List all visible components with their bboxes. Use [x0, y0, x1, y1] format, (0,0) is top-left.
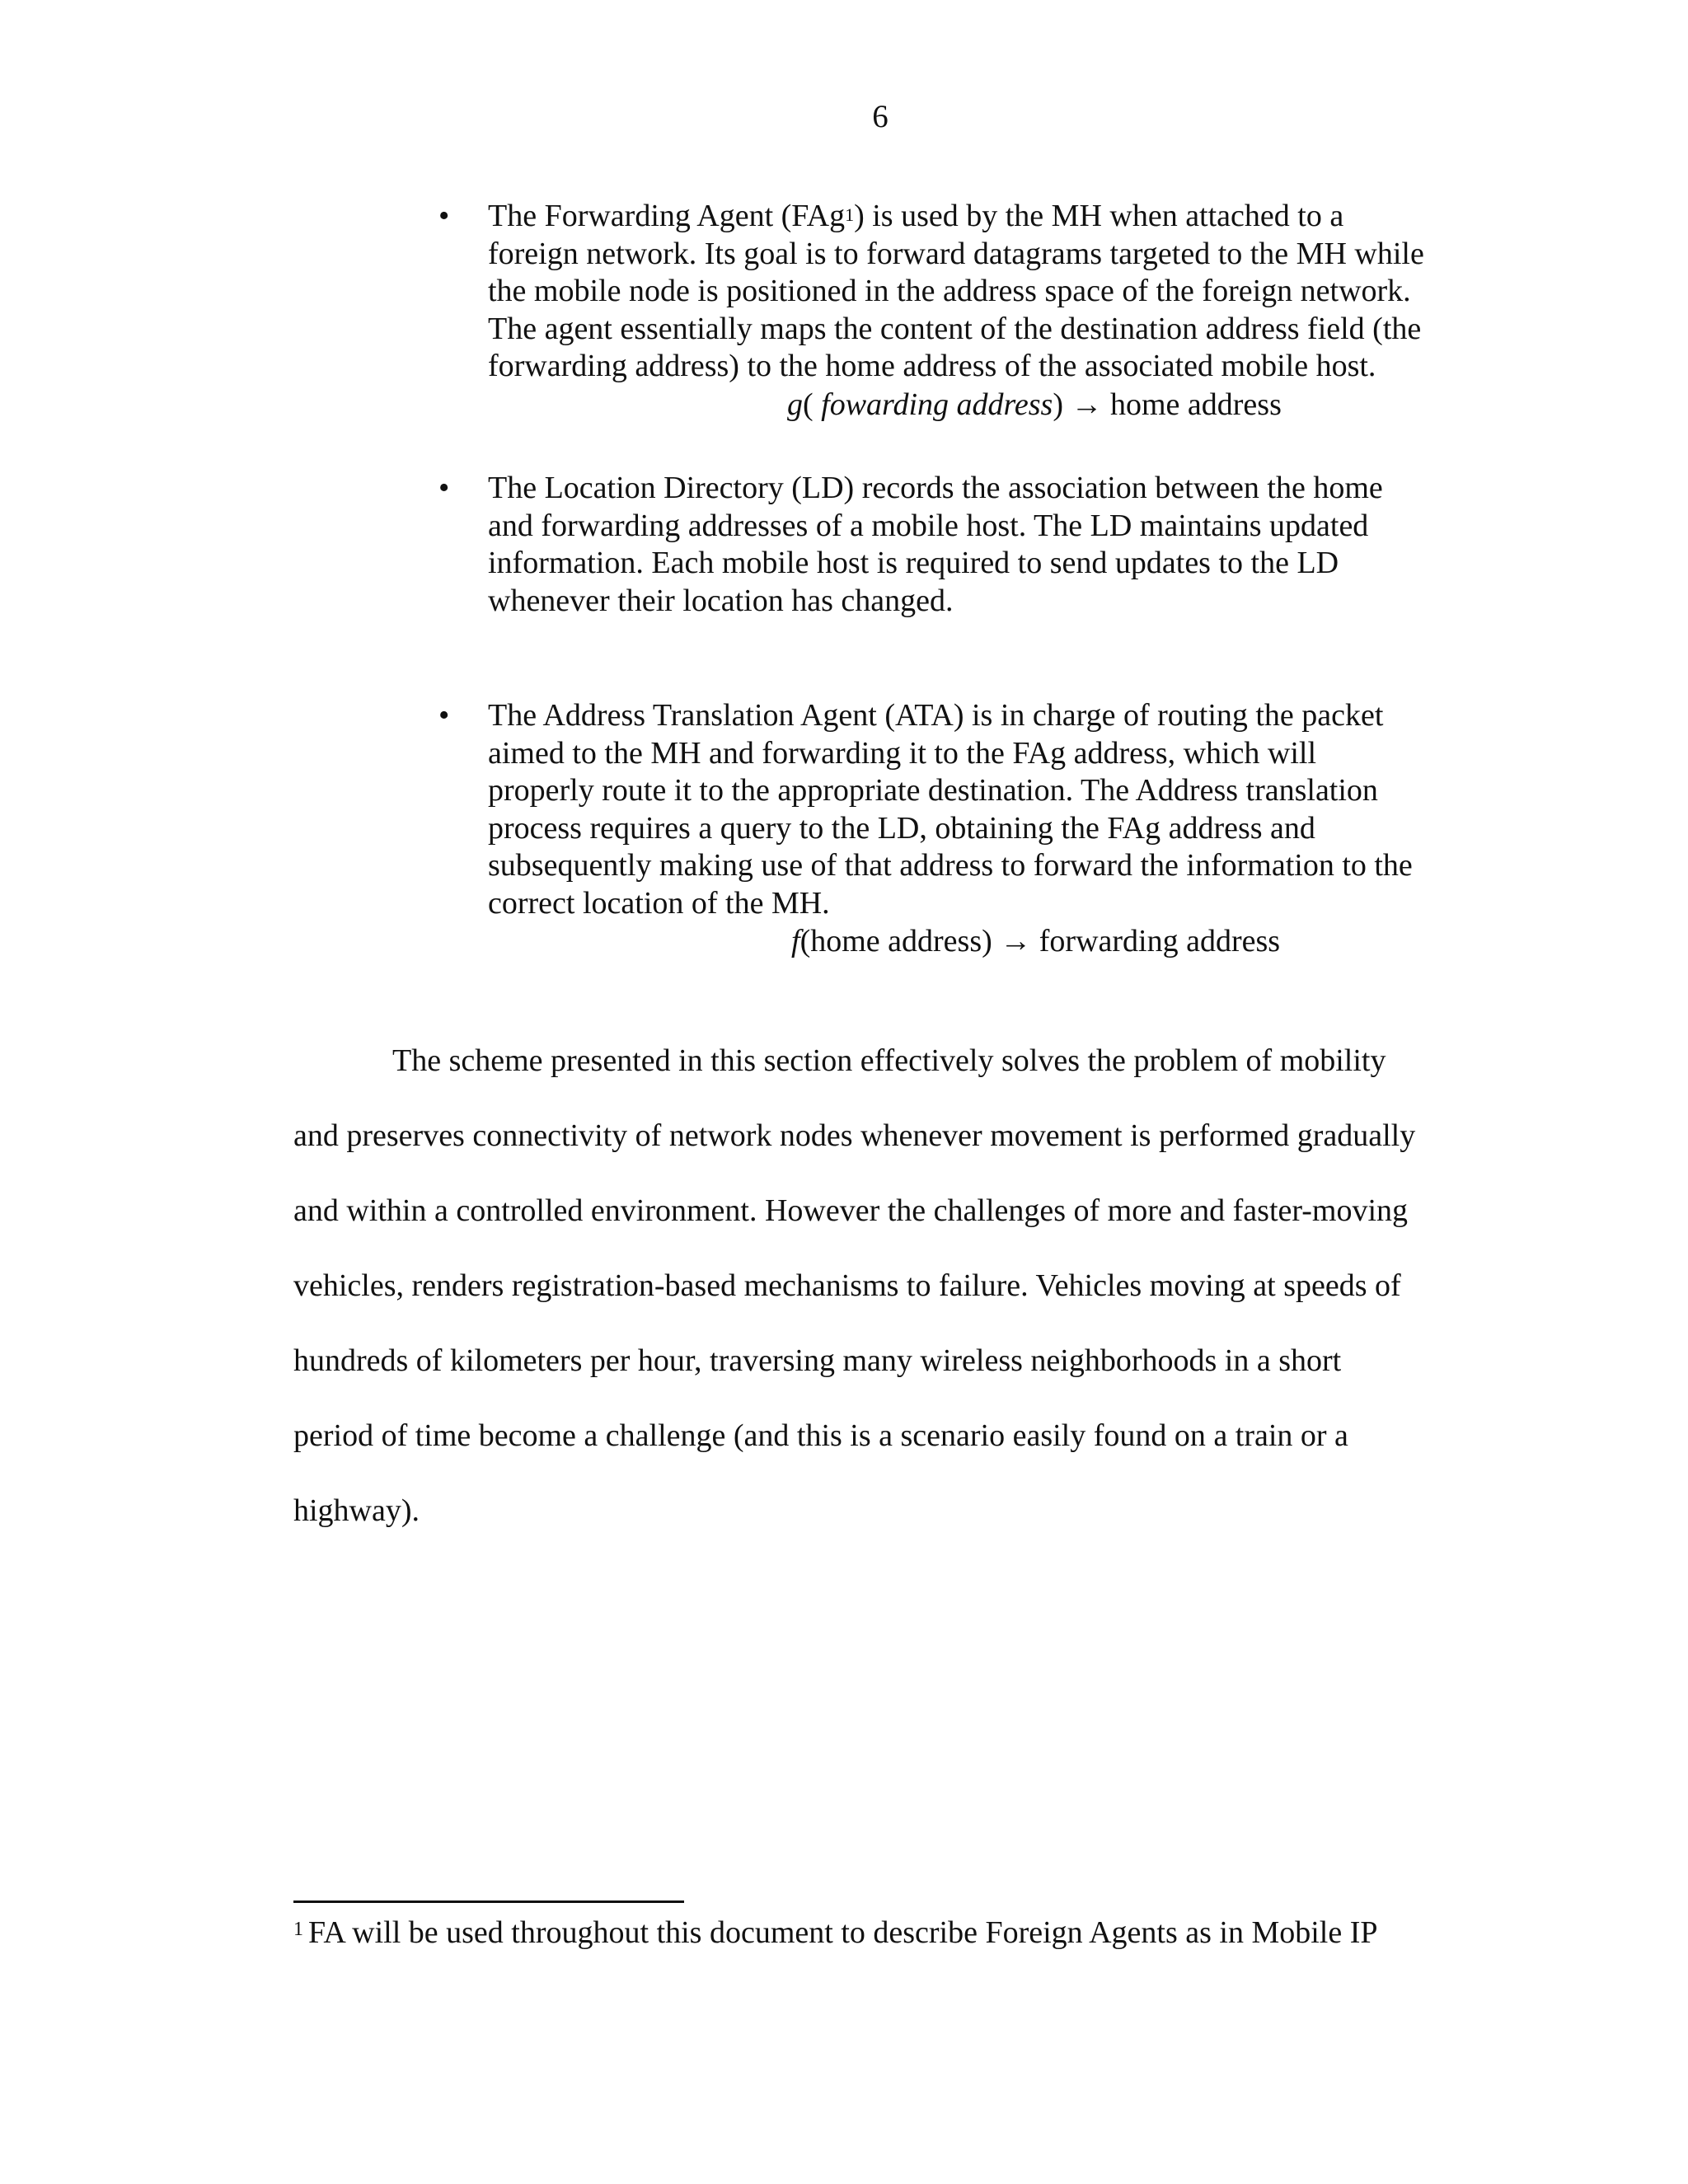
paragraph-line: period of time become a challenge (and this is a scenario easily found on a train or a	[293, 1418, 1348, 1453]
footnote	[293, 1914, 1378, 1952]
bullet-marker: •	[438, 698, 450, 733]
footnote-reference[interactable]: 1	[845, 204, 855, 225]
formula-g: g( fowarding address) → home address	[787, 387, 1282, 422]
paragraph-line: highway).	[293, 1493, 420, 1528]
arrow-symbol: →	[1071, 387, 1103, 422]
bullet-line: correct location of the MH.	[488, 885, 830, 921]
bullet-line: The Location Directory (LD) records the association between the home	[488, 471, 1383, 505]
page-number: 6	[872, 99, 889, 134]
footnote-text: FA will be used throughout this document to describe Foreign Agents as in Mobile IP	[308, 1915, 1378, 1950]
paragraph-line: vehicles, renders registration-based mechanisms to failure. Vehicles moving at speeds of	[293, 1268, 1401, 1303]
bullet-line: foreign network. Its goal is to forward datagrams targeted to the MH while	[488, 236, 1424, 271]
paragraph-line: hundreds of kilometers per hour, traversing many wireless neighborhoods in a short	[293, 1343, 1342, 1378]
bullet-location-directory	[488, 470, 1518, 620]
bullet-line: The Address Translation Agent (ATA) is in charge of routing the packet	[488, 698, 1384, 733]
bullet-line: aimed to the MH and forwarding it to the FAg address, which will	[488, 735, 1317, 771]
bullet-line: the mobile node is positioned in the address space of the foreign network.	[488, 274, 1411, 308]
paragraph-line: and within a controlled environment. However the challenges of more and faster-moving	[293, 1193, 1409, 1228]
paragraph-line: The scheme presented in this section effectively solves the problem of mobility	[392, 1043, 1386, 1078]
arrow-symbol: →	[1000, 924, 1032, 958]
formula-f: f(home address) → forwarding address	[791, 924, 1281, 958]
paragraph-line: and preserves connectivity of network nodes whenever movement is performed gradually	[293, 1118, 1416, 1153]
bullet-line: information. Each mobile host is required to send updates to the LD	[488, 546, 1339, 580]
bullet-line: properly route it to the appropriate destination. The Address translation	[488, 773, 1378, 808]
body-paragraph	[293, 1024, 1530, 1549]
bullet-address-translation-agent	[488, 697, 1518, 960]
bullet-line: subsequently making use of that address to forward the information to the	[488, 848, 1413, 883]
bullet-line: process requires a query to the LD, obtaining the FAg address and	[488, 810, 1315, 846]
footnote-mark: 1	[293, 1919, 303, 1940]
footnote-separator	[293, 1900, 684, 1903]
bullet-line: whenever their location has changed.	[488, 583, 954, 618]
bullet-line: The Forwarding Agent (FAg$^1$) is used by the MH when attached to a	[488, 199, 1344, 233]
bullet-forwarding-agent	[488, 198, 1518, 424]
bullet-marker: •	[438, 199, 450, 233]
bullet-line: The agent essentially maps the content of the destination address field (the	[488, 311, 1422, 346]
bullet-line: and forwarding addresses of a mobile host. The LD maintains updated	[488, 508, 1369, 543]
bullet-marker: •	[438, 471, 450, 505]
bullet-line: forwarding address) to the home address of the associated mobile host.	[488, 349, 1376, 383]
